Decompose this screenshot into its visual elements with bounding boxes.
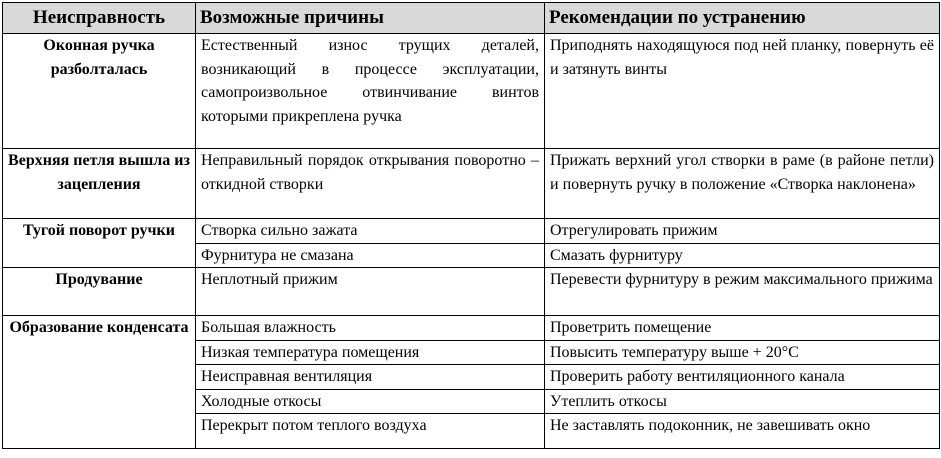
cause-cell: Холодные откосы xyxy=(196,389,545,414)
fix-cell: Утеплить откосы xyxy=(545,389,940,414)
fix-cell: Проветрить помещение xyxy=(545,316,940,341)
header-causes: Возможные причины xyxy=(196,3,545,34)
fix-cell: Проверить работу вентиляционного канала xyxy=(545,365,940,390)
table-row xyxy=(3,219,940,244)
fix-cell: Приподнять находящуюся под ней планку, повернуть её и затянуть винты xyxy=(545,34,940,149)
header-row xyxy=(3,3,940,34)
fault-cell: Образование конденсата xyxy=(3,316,196,449)
fix-cell: Отрегулировать прижим xyxy=(545,219,940,244)
header-fixes: Рекомендации по устранению xyxy=(545,3,940,34)
cause-cell: Низкая температура помещения xyxy=(196,340,545,365)
cause-cell: Естественный износ трущих деталей, возникающий в процессе эксплуатации, самопроизвольное отвинчивание винтов которыми прикреплена ручка xyxy=(196,34,545,149)
troubleshooting-table xyxy=(2,2,940,449)
fix-cell: Прижать верхний угол створки в раме (в районе петли) и повернуть ручку в положение «Створка наклонена» xyxy=(545,149,940,219)
cause-cell: Большая влажность xyxy=(196,316,545,341)
table-body xyxy=(3,34,940,449)
cause-cell: Неплотный прижим xyxy=(196,268,545,316)
fault-cell: Тугой поворот ручки xyxy=(3,219,196,268)
table-row xyxy=(3,316,940,341)
fix-cell: Смазать фурнитуру xyxy=(545,243,940,268)
fault-cell: Верхняя петля вышла из зацепления xyxy=(3,149,196,219)
table-row xyxy=(3,149,940,219)
table-row xyxy=(3,268,940,316)
cause-cell: Фурнитура не смазана xyxy=(196,243,545,268)
cause-cell: Неправильный порядок открывания поворотно – откидной створки xyxy=(196,149,545,219)
cause-cell: Неисправная вентиляция xyxy=(196,365,545,390)
header-fault: Неисправность xyxy=(3,3,196,34)
table-row xyxy=(3,34,940,149)
fix-cell: Повысить температуру выше + 20°С xyxy=(545,340,940,365)
cause-cell: Створка сильно зажата xyxy=(196,219,545,244)
fault-cell: Продувание xyxy=(3,268,196,316)
fix-cell: Перевести фурнитуру в режим максимального прижима xyxy=(545,268,940,316)
cause-cell: Перекрыт потом теплого воздуха xyxy=(196,414,545,449)
fix-cell: Не заставлять подоконник, не завешивать окно xyxy=(545,414,940,449)
fault-cell: Оконная ручка разболталась xyxy=(3,34,196,149)
